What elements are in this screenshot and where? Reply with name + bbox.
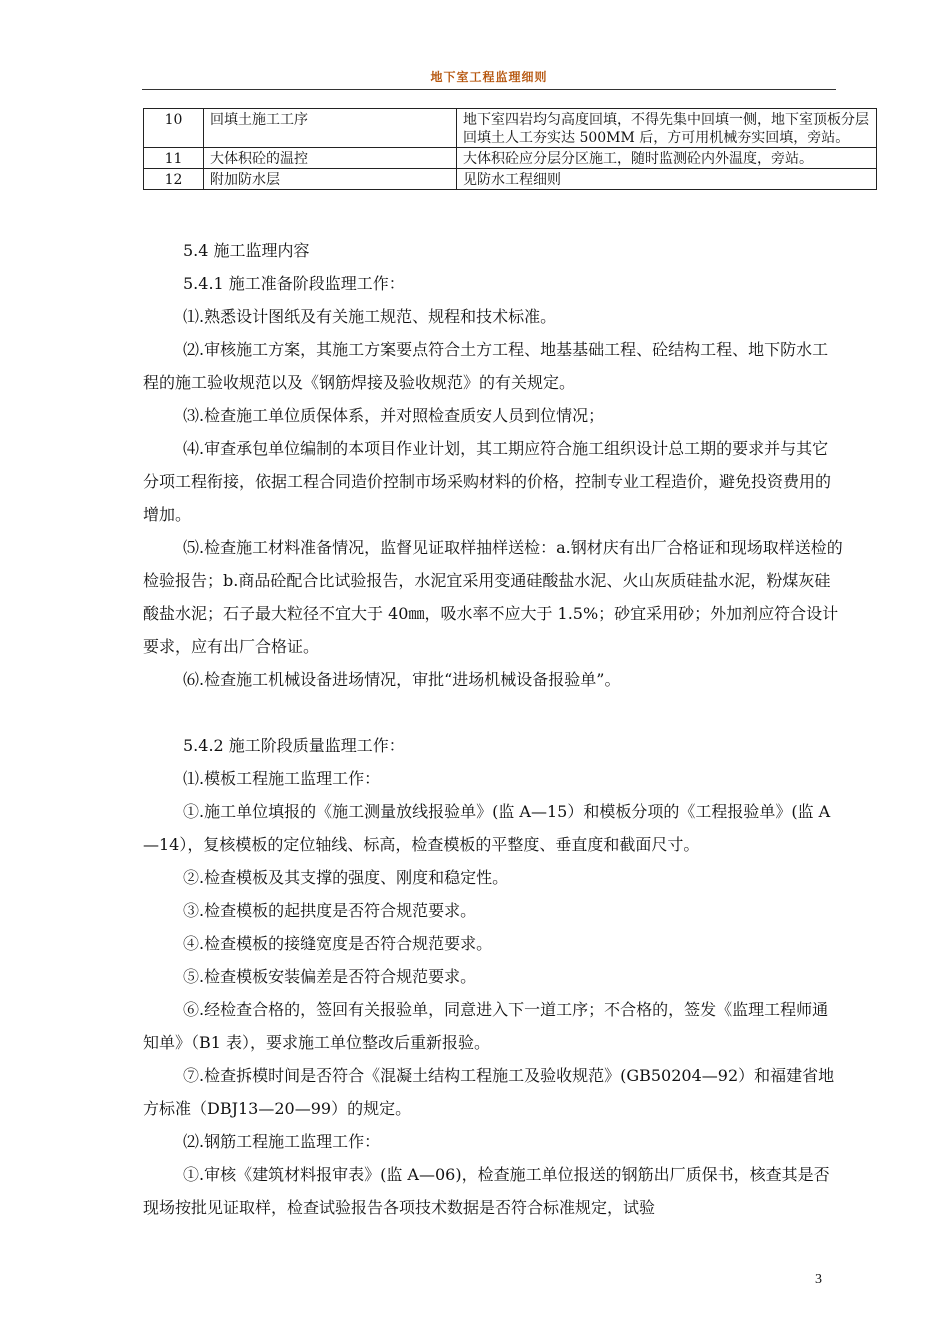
paragraph: ④.检查模板的接缝宽度是否符合规范要求。 <box>183 934 493 953</box>
row-item: 大体积砼的温控 <box>204 148 457 169</box>
paragraph: ⑸.检查施工材料准备情况，监督见证取样抽样送检：a.钢材庆有出厂合格证和现场取样送检的检验报告；b.商品砼配合比试验报告，水泥宜采用变通硅酸盐水泥、火山灰质硅盐水泥，粉煤灰硅酸盐水泥；石子最大粒径不宜大于 40㎜，吸水率不应大于 1.5%；砂宜采用砂；外加剂应符合设计要求，应有出厂合格证。 <box>143 538 843 656</box>
inspection-table <box>143 108 877 190</box>
paragraph: ②.检查模板及其支撑的强度、刚度和稳定性。 <box>183 868 509 887</box>
paragraph: ⑹.检查施工机械设备进场情况，审批“进场机械设备报验单”。 <box>183 670 621 689</box>
paragraph: ①.审核《建筑材料报审表》(监 A—06)，检查施工单位报送的钢筋出厂质保书，核查其是否现场按批见证取样，检查试验报告各项技术数据是否符合标准规定，试验 <box>143 1165 830 1217</box>
row-description: 地下室四岩均匀高度回填，不得先集中回填一侧，地下室顶板分层回填土人工夯实达 500MM 后，方可用机械夯实回填，旁站。 <box>457 109 877 148</box>
row-description: 大体积砼应分层分区施工，随时监测砼内外温度，旁站。 <box>457 148 877 169</box>
document-body <box>143 234 843 1224</box>
row-item: 回填土施工工序 <box>204 109 457 148</box>
paragraph: ⑵.审核施工方案，其施工方案要点符合土方工程、地基基础工程、砼结构工程、地下防水工程的施工验收规范以及《钢筋焊接及验收规范》的有关规定。 <box>143 340 829 392</box>
paragraph: ⑥.经检查合格的，签回有关报验单，同意进入下一道工序；不合格的，签发《监理工程师通知单》（B1 表），要求施工单位整改后重新报验。 <box>143 1000 829 1052</box>
paragraph: ⑤.检查模板安装偏差是否符合规范要求。 <box>183 967 477 986</box>
paragraph: ③.检查模板的起拱度是否符合规范要求。 <box>183 901 477 920</box>
paragraph: ⑴.熟悉设计图纸及有关施工规范、规程和技术标准。 <box>183 307 557 326</box>
row-item: 附加防水层 <box>204 169 457 190</box>
row-number: 11 <box>144 148 204 169</box>
table-row <box>144 109 877 148</box>
page-header-title: 地下室工程监理细则 <box>430 70 548 84</box>
paragraph: ⑴.模板工程施工监理工作： <box>183 769 381 788</box>
paragraph: ⑶.检查施工单位质保体系，并对照检查质安人员到位情况； <box>183 406 605 425</box>
paragraph: ①.施工单位填报的《施工测量放线报验单》(监 A—15）和模板分项的《工程报验单》(监 A—14），复核模板的定位轴线、标高，检查模板的平整度、垂直度和截面尺寸。 <box>143 802 831 854</box>
paragraph: ⑦.检查拆模时间是否符合《混凝土结构工程施工及验收规范》(GB50204—92）和福建省地方标准（DBJ13—20—99）的规定。 <box>143 1066 835 1118</box>
subsection-heading: 5.4.1 施工准备阶段监理工作： <box>183 274 405 293</box>
subsection-heading: 5.4.2 施工阶段质量监理工作： <box>183 736 405 755</box>
table-row <box>144 169 877 190</box>
table-row <box>144 148 877 169</box>
section-heading: 5.4 施工监理内容 <box>183 241 310 260</box>
row-number: 10 <box>144 109 204 148</box>
row-description: 见防水工程细则 <box>457 169 877 190</box>
paragraph: ⑵.钢筋工程施工监理工作： <box>183 1132 381 1151</box>
header-rule <box>142 89 836 90</box>
page-number: 3 <box>815 1272 822 1287</box>
paragraph: ⑷.审查承包单位编制的本项目作业计划，其工期应符合施工组织设计总工期的要求并与其它分项工程衔接，依据工程合同造价控制市场采购材料的价格，控制专业工程造价，避免投资费用的增加。 <box>143 439 832 524</box>
row-number: 12 <box>144 169 204 190</box>
